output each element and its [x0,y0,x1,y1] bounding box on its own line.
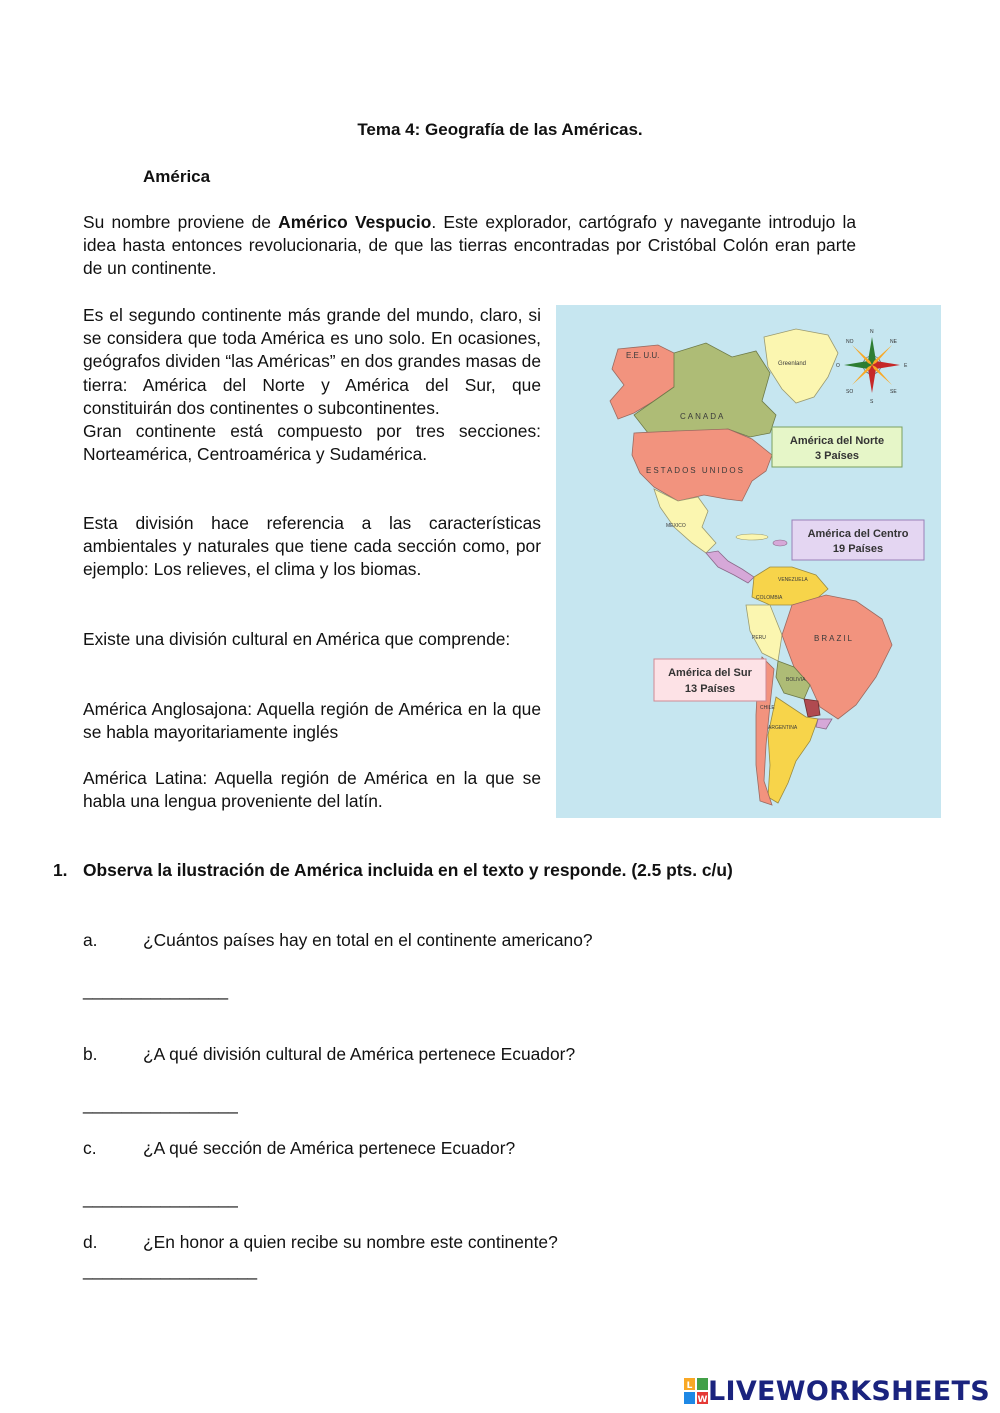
map-label-brazil: BRAZIL [814,634,855,643]
continent-paragraph [83,304,541,466]
latin-paragraph: América Latina: Aquella región de América en la que se habla una lengua proveniente del latín. [83,768,541,812]
question-header-text: Observa la ilustración de América incluida en el texto y responde. (2.5 pts. c/u) [83,860,733,880]
map-label-peru: PERU [752,635,766,641]
north-box-line2: 3 Países [814,450,860,462]
south-box-line1: América del Sur [668,667,752,679]
continent-text: Es el segundo continente más grande del mundo, claro, si se considera que toda América es uno solo. En ocasiones, geógrafos dividen “las Américas” en dos grandes masas de tierra: América del Norte y América del Sur, que constituirán dos continentes o subcontinentes. [83,305,541,418]
compass-ne: NE [890,339,897,345]
question-letter: b. [83,1044,98,1064]
north-box-line1: América del Norte [789,435,885,447]
answer-blank-b[interactable]: ________________ [83,1094,238,1114]
logo-letter-l: L [686,1381,693,1391]
cuba-shape [736,534,768,540]
question-header [53,860,733,881]
compass-n: N [870,329,874,335]
compass-so: SO [846,389,854,395]
answer-blank-a[interactable]: _______________ [83,980,229,1000]
answer-blank-d[interactable]: __________________ [83,1260,258,1280]
map-label-chile: CHILE [760,705,775,711]
question-text: ¿Cuántos países hay en total en el continente americano? [143,930,593,950]
south-america-box [654,659,766,701]
americas-map [556,305,941,818]
question-letter: d. [83,1232,98,1252]
division-paragraph: Esta división hace referencia a las características ambientales y naturales que tiene cada sección como, por ejemplo: Los relieves, el clima y los biomas. [83,513,541,580]
question-letter: a. [83,930,98,950]
question-item-d [83,1232,558,1253]
compass-no: NO [846,339,854,345]
question-item-a [83,930,593,951]
liveworksheets-logo [684,1374,990,1408]
map-label-eeuu: E.E. U.U. [626,351,660,360]
anglo-paragraph: América Anglosajona: Aquella región de América en la que se habla mayoritariamente inglés [83,699,541,743]
compass-e: E [904,363,908,369]
map-label-mexico: MEXICO [666,523,686,529]
map-label-bolivia: BOLIVIA [786,677,806,683]
hispaniola-shape [773,540,787,546]
central-america-box [792,520,924,560]
map-label-venezuela: VENEZUELA [778,577,808,583]
compass-se: SE [890,389,897,395]
section-title: América [143,167,211,186]
question-letter: c. [83,1138,97,1158]
question-text: ¿En honor a quien recibe su nombre este continente? [143,1232,558,1252]
page-title: Tema 4: Geografía de las Américas. [357,120,643,139]
liveworksheets-logo-icon [684,1378,708,1404]
map-label-greenland: Greenland [778,361,807,367]
compass-o: O [836,363,840,369]
map-label-estados-unidos: ESTADOS UNIDOS [646,466,745,475]
map-label-colombia: COLOMBIA [756,595,783,601]
logo-letter-w: W [697,1395,708,1404]
liveworksheets-brand: LIVEWORKSHEETS [707,1375,990,1407]
intro-bold-name: Américo Vespucio [278,212,432,232]
question-text: ¿A qué sección de América pertenece Ecuador? [143,1138,516,1158]
question-text: ¿A qué división cultural de América pertenece Ecuador? [143,1044,576,1064]
intro-text-after: . Este explorador, cartógrafo y navegante introdujo la idea hasta entonces revolucionaria, de que las tierras encontradas por Cristóbal Colón eran parte de un continente. [83,212,857,279]
center-box-line2: 19 Países [832,543,884,555]
map-label-argentina: ARGENTINA [768,725,798,731]
question-item-c [83,1138,515,1159]
south-box-line2: 13 Países [684,683,736,695]
compass-rose-icon [844,337,900,393]
center-box-line1: América del Centro [807,528,909,540]
sections-text: Gran continente está compuesto por tres secciones: Norteamérica, Centroamérica y Sudamérica. [83,421,541,465]
intro-text-before: Su nombre proviene de [83,212,279,232]
cultural-paragraph: Existe una división cultural en América que comprende: [83,629,511,649]
north-america-box [772,427,902,467]
compass-s: S [870,399,874,405]
map-label-canada: CANADA [680,412,726,421]
question-item-b [83,1044,575,1065]
answer-blank-c[interactable]: ________________ [83,1188,238,1208]
question-number: 1. [53,860,68,880]
intro-paragraph [83,211,856,281]
